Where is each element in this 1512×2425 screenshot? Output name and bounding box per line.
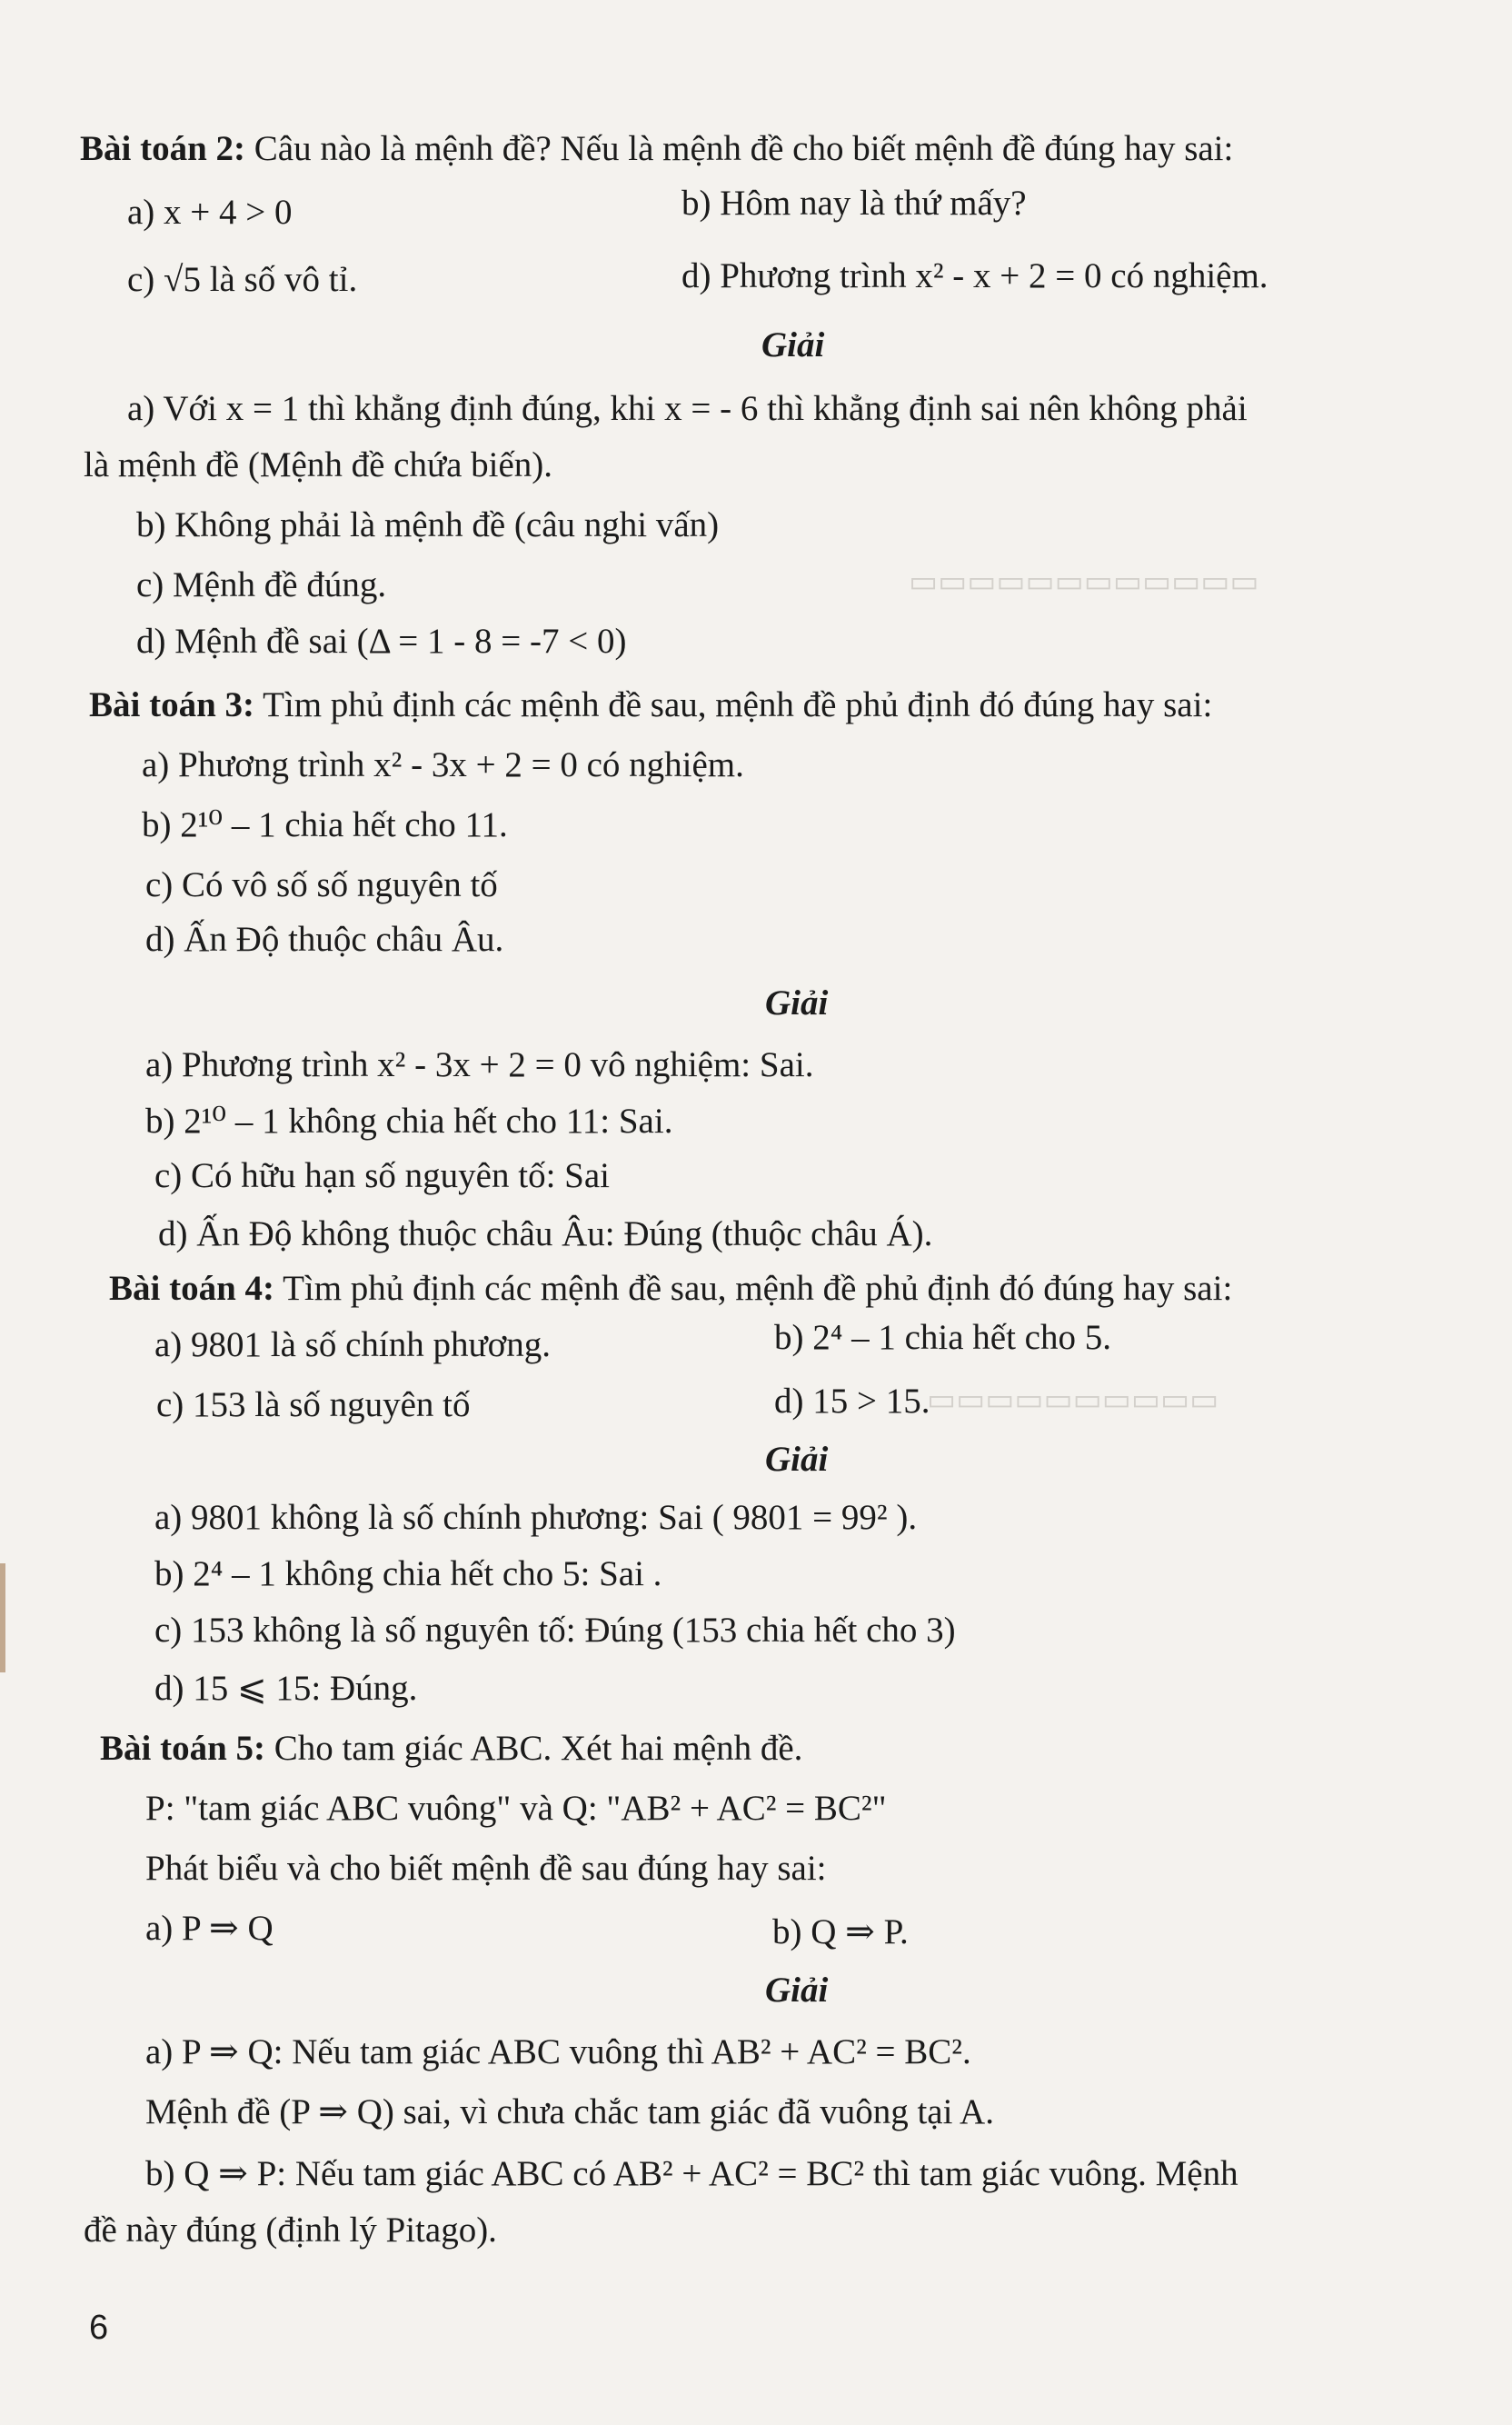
problem-3-solution-a: a) Phương trình x² - 3x + 2 = 0 vô nghiệm: Sai.	[145, 1045, 814, 1084]
problem-2-solution-a: a) Với x = 1 thì khẳng định đúng, khi x = - 6 thì khẳng định sai nên không phải	[127, 389, 1248, 428]
problem-2-title: Bài toán 2:	[80, 129, 246, 168]
problem-2-solution-d: d) Mệnh đề sai (Δ = 1 - 8 = -7 < 0)	[136, 622, 627, 661]
problem-2-solution-a-cont: là mệnh đề (Mệnh đề chứa biến).	[84, 445, 553, 484]
problem-5-statements: P: "tam giác ABC vuông" và Q: "AB² + AC² = BC²"	[145, 1789, 887, 1828]
problem-2-option-d: d) Phương trình x² - x + 2 = 0 có nghiệm.	[681, 256, 1268, 295]
problem-3-solution-d: d) Ấn Độ không thuộc châu Âu: Đúng (thuộc châu Á).	[158, 1214, 933, 1253]
bleed-through-mark: ▭▭▭▭▭▭▭▭▭▭▭▭	[909, 565, 1259, 599]
problem-5-heading	[100, 1729, 802, 1770]
problem-3-solution-c: c) Có hữu hạn số nguyên tố: Sai	[154, 1156, 611, 1195]
problem-5-title: Bài toán 5:	[100, 1729, 266, 1768]
solution-heading: Giải	[765, 1440, 829, 1479]
problem-4-solution-a: a) 9801 không là số chính phương: Sai ( 9801 = 99² ).	[154, 1498, 918, 1537]
problem-5-solution-a: a) P ⇒ Q: Nếu tam giác ABC vuông thì AB² + AC² = BC².	[145, 2032, 971, 2071]
problem-3-option-c: c) Có vô số số nguyên tố	[145, 865, 498, 904]
problem-5-solution-b: b) Q ⇒ P: Nếu tam giác ABC có AB² + AC² = BC² thì tam giác vuông. Mệnh	[145, 2154, 1238, 2193]
problem-4-heading	[109, 1269, 1232, 1310]
problem-2-solution-b: b) Không phải là mệnh đề (câu nghi vấn)	[136, 505, 720, 544]
problem-3-heading	[89, 685, 1212, 726]
problem-4-question: Tìm phủ định các mệnh đề sau, mệnh đề phủ định đó đúng hay sai:	[283, 1269, 1233, 1308]
problem-4-solution-d: d) 15 ⩽ 15: Đúng.	[154, 1669, 418, 1708]
problem-2-option-a: a) x + 4 > 0	[127, 193, 293, 232]
page-edge-mark	[0, 1563, 5, 1672]
page-number: 6	[89, 2309, 109, 2347]
problem-2-option-c: c) √5 là số vô tỉ.	[127, 260, 358, 299]
problem-2-option-b: b) Hôm nay là thứ mấy?	[681, 184, 1027, 223]
problem-5-option-b: b) Q ⇒ P.	[772, 1912, 909, 1951]
problem-3-option-d: d) Ấn Độ thuộc châu Âu.	[145, 920, 504, 959]
problem-4-option-d: d) 15 > 15.	[774, 1382, 930, 1421]
problem-3-option-b: b) 2¹⁰ – 1 chia hết cho 11.	[142, 805, 508, 844]
bleed-through-mark: ▭▭▭▭▭▭▭▭▭▭	[927, 1383, 1219, 1417]
problem-2-question: Câu nào là mệnh đề? Nếu là mệnh đề cho biết mệnh đề đúng hay sai:	[254, 129, 1234, 168]
solution-heading: Giải	[765, 983, 829, 1023]
problem-3-question: Tìm phủ định các mệnh đề sau, mệnh đề phủ định đó đúng hay sai:	[263, 685, 1213, 724]
problem-3-solution-b: b) 2¹⁰ – 1 không chia hết cho 11: Sai.	[145, 1102, 673, 1141]
problem-5-instruction: Phát biểu và cho biết mệnh đề sau đúng hay sai:	[145, 1849, 827, 1888]
problem-4-option-a: a) 9801 là số chính phương.	[154, 1325, 552, 1364]
problem-4-option-c: c) 153 là số nguyên tố	[156, 1385, 471, 1424]
problem-4-title: Bài toán 4:	[109, 1269, 275, 1308]
problem-5-option-a: a) P ⇒ Q	[145, 1909, 274, 1948]
problem-4-solution-c: c) 153 không là số nguyên tố: Đúng (153 chia hết cho 3)	[154, 1611, 956, 1650]
problem-5-question: Cho tam giác ABC. Xét hai mệnh đề.	[274, 1729, 803, 1768]
problem-5-solution-a-note: Mệnh đề (P ⇒ Q) sai, vì chưa chắc tam giác đã vuông tại A.	[145, 2092, 994, 2131]
problem-5-solution-b-cont: đề này đúng (định lý Pitago).	[84, 2210, 497, 2250]
solution-heading: Giải	[761, 325, 825, 364]
problem-4-option-b: b) 2⁴ – 1 chia hết cho 5.	[774, 1318, 1111, 1357]
problem-4-solution-b: b) 2⁴ – 1 không chia hết cho 5: Sai .	[154, 1554, 662, 1593]
problem-3-title: Bài toán 3:	[89, 685, 255, 724]
problem-2-solution-c: c) Mệnh đề đúng.	[136, 565, 387, 604]
solution-heading: Giải	[765, 1971, 829, 2010]
problem-2-heading	[80, 129, 1233, 170]
problem-3-option-a: a) Phương trình x² - 3x + 2 = 0 có nghiệm.	[142, 745, 744, 784]
